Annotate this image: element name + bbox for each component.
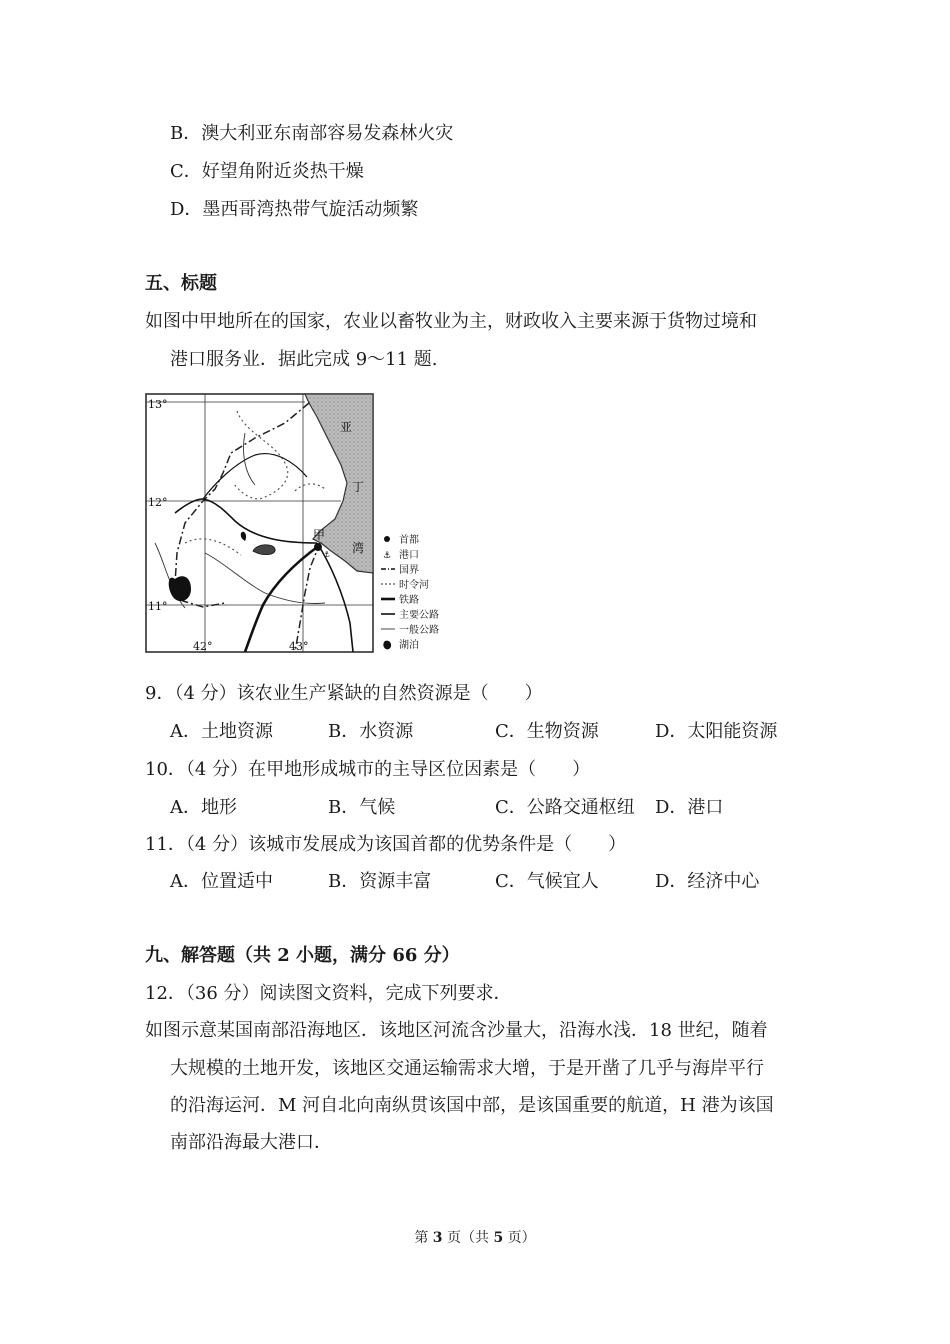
legend-capital: 首都 — [399, 535, 419, 546]
lat-label-11: 11° — [148, 600, 168, 613]
footer-suffix: 页） — [503, 1230, 536, 1246]
legend-border: 国界 — [399, 565, 419, 576]
question-9-option-c: C．生物资源 — [495, 721, 599, 742]
question-11-option-b: B．资源丰富 — [328, 871, 432, 892]
option-b-prev: B．澳大利亚东南部容易发森林火灾 — [170, 123, 454, 144]
question-11-option-c: C．气候宜人 — [495, 871, 599, 892]
legend-port-icon: ⚓ — [383, 551, 392, 561]
place-label-jia: 甲 — [313, 528, 326, 542]
legend-capital-icon — [384, 536, 390, 542]
paragraph-line-3: 的沿海运河．M 河自北向南纵贯该国中部，是该国重要的航道，H 港为该国 — [170, 1095, 774, 1116]
intro-line-2: 港口服务业．据此完成 9～11 题. — [170, 349, 438, 370]
paragraph-line-2: 大规模的土地开发，该地区交通运输需求大增，于是开凿了几乎与海岸平行 — [170, 1058, 764, 1079]
legend-lake-icon — [383, 641, 391, 650]
lat-label-13: 13° — [148, 398, 168, 411]
legend-railway: 铁路 — [399, 595, 419, 606]
lon-label-42: 42° — [193, 640, 213, 653]
footer-page-number: 3 — [432, 1230, 443, 1246]
section-heading-5: 五、标题 — [145, 273, 217, 294]
question-10-option-b: B．气候 — [328, 797, 396, 818]
footer-middle: 页（共 — [442, 1230, 494, 1246]
question-11-option-d: D．经济中心 — [655, 871, 760, 892]
legend-river: 时令河 — [399, 580, 429, 591]
sea-label-1: 亚 — [340, 420, 353, 434]
page-footer — [0, 1228, 950, 1248]
lon-label-43: 43° — [289, 640, 309, 653]
question-11-stem: 11．（4 分）该城市发展成为该国首都的优势条件是（ ） — [145, 834, 627, 855]
sea-label-2: 丁 — [352, 480, 365, 494]
question-12-stem: 12．（36 分）阅读图文资料，完成下列要求． — [145, 983, 512, 1004]
question-9-option-b: B．水资源 — [328, 721, 414, 742]
option-d-prev: D．墨西哥湾热带气旋活动频繁 — [170, 199, 419, 220]
question-9-option-a: A．土地资源 — [170, 721, 273, 742]
question-9-stem: 9．（4 分）该农业生产紧缺的自然资源是（ ） — [145, 683, 543, 704]
question-10-option-c: C．公路交通枢纽 — [495, 797, 635, 818]
legend-lake: 湖泊 — [399, 640, 419, 651]
question-10-stem: 10．（4 分）在甲地形成城市的主导区位因素是（ ） — [145, 759, 591, 780]
legend-general-road: 一般公路 — [399, 625, 439, 636]
footer-total-pages: 5 — [493, 1230, 504, 1246]
question-10-option-a: A．地形 — [170, 797, 237, 818]
section-heading-9: 九、解答题（共 2 小题，满分 66 分） — [145, 945, 460, 966]
lat-label-12: 12° — [148, 496, 168, 509]
capital-marker — [314, 543, 322, 551]
paragraph-line-4: 南部沿海最大港口． — [170, 1132, 332, 1153]
question-9-option-d: D．太阳能资源 — [655, 721, 778, 742]
question-10-option-d: D．港口 — [655, 797, 724, 818]
map-figure — [145, 393, 480, 658]
paragraph-line-1: 如图示意某国南部沿海地区．该地区河流含沙量大，沿海水浅．18 世纪，随着 — [145, 1020, 768, 1041]
intro-line-1: 如图中甲地所在的国家，农业以畜牧业为主，财政收入主要来源于货物过境和 — [145, 311, 757, 332]
question-11-option-a: A．位置适中 — [170, 871, 273, 892]
legend-main-road: 主要公路 — [399, 610, 439, 621]
footer-prefix: 第 — [414, 1230, 433, 1246]
sea-label-3: 湾 — [352, 541, 365, 555]
legend-port: 港口 — [399, 550, 419, 561]
port-icon: ⚓ — [323, 550, 331, 559]
option-c-prev: C．好望角附近炎热干燥 — [170, 161, 364, 182]
map-legend — [381, 533, 439, 651]
